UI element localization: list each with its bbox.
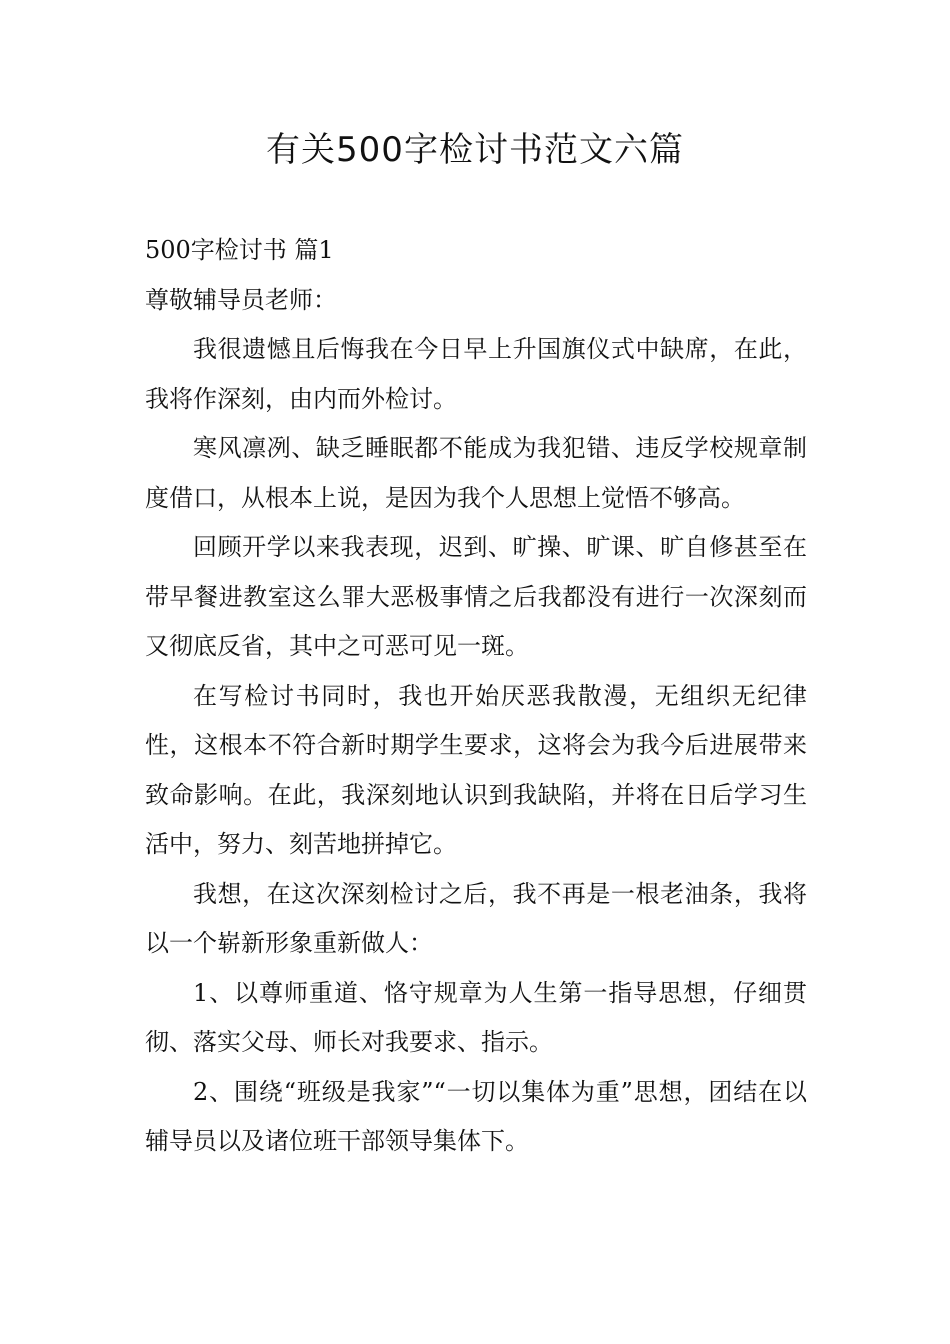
paragraph-5: 我想，在这次深刻检讨之后，我不再是一根老油条，我将以一个崭新形象重新做人： [145,879,807,957]
paragraph-7: 2、围绕“班级是我家”“一切以集体为重”思想，团结在以辅导员以及诸位班干部领导集体下。 [145,1077,807,1155]
paragraph-1: 我很遗憾且后悔我在今日早上升国旗仪式中缺席，在此，我将作深刻，由内而外检讨。 [145,335,807,413]
paragraph-4: 在写检讨书同时，我也开始厌恶我散漫，无组织无纪律性，这根本不符合新时期学生要求，这将会为我今后进展带来致命影响。在此，我深刻地认识到我缺陷，并将在日后学习生活中，努力、刻苦地拼掉它。 [145,681,807,858]
paragraph-2: 寒风凛冽、缺乏睡眠都不能成为我犯错、违反学校规章制度借口，从根本上说，是因为我个人思想上觉悟不够高。 [145,434,807,512]
document-title: 有关500字检讨书范文六篇 [266,130,684,170]
paragraph-6: 1、以尊师重道、恪守规章为人生第一指导思想，仔细贯彻、落实父母、师长对我要求、指示。 [145,978,807,1056]
paragraph-3: 回顾开学以来我表现，迟到、旷操、旷课、旷自修甚至在带早餐进教室这么罪大恶极事情之后我都没有进行一次深刻而又彻底反省，其中之可恶可见一斑。 [145,533,807,660]
salutation: 尊敬辅导员老师： [145,285,337,314]
document-body [145,226,807,1167]
section-heading: 500字检讨书 篇1 [145,236,334,264]
